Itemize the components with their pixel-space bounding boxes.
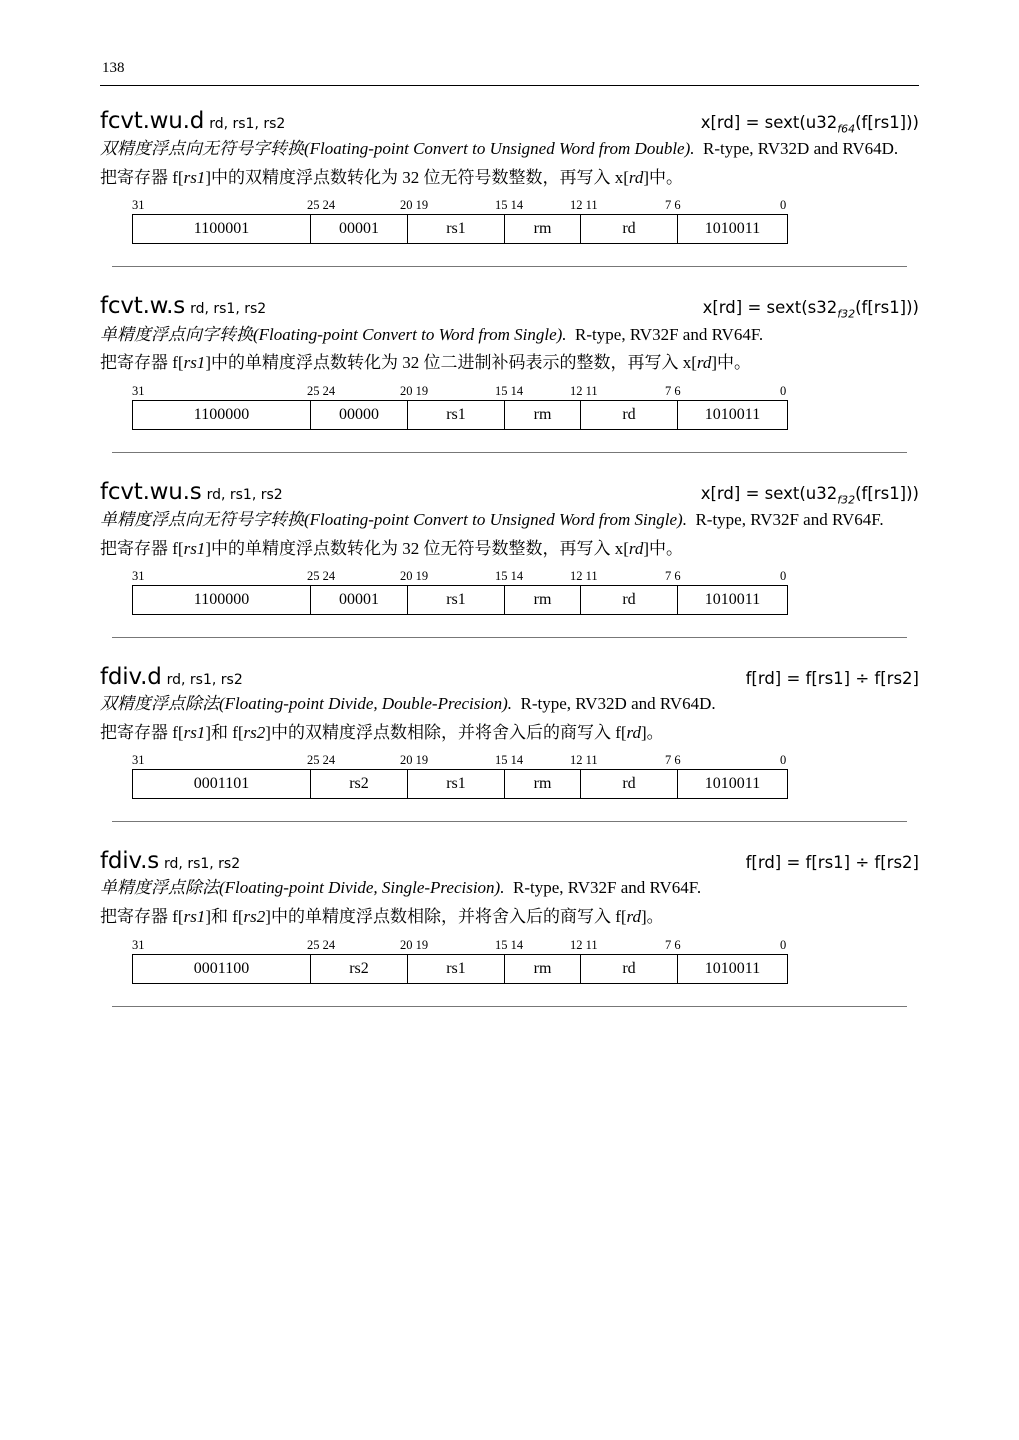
bit-index-label: 20 19: [400, 383, 429, 398]
bit-index-label: 25 24: [307, 937, 336, 952]
instruction-entry: [100, 848, 919, 983]
instruction-entry-list: [100, 108, 919, 1007]
entry-divider: [112, 452, 907, 453]
encoding-field-rm: rm: [505, 955, 581, 983]
instruction-entry: [100, 293, 919, 429]
encoding-table: [132, 938, 788, 984]
entry-divider: [112, 266, 907, 267]
instruction-entry: [100, 479, 919, 615]
instruction-name-group: [100, 664, 243, 690]
description-chinese: 单精度浮点向无符号字转换: [100, 510, 304, 530]
bit-index-label: 7 6: [665, 569, 681, 584]
semantics-prefix: f[rd] = f[rs1] ÷ f[rs2]: [745, 669, 919, 689]
instruction-description: [100, 323, 919, 348]
operation-text: 把寄存器 f[: [100, 907, 184, 927]
instruction-semantics: [701, 484, 919, 506]
bit-index-label: 0: [780, 198, 787, 213]
operation-text: ]中。: [643, 538, 684, 558]
instruction-semantics: [746, 669, 919, 688]
instruction-title-row: [100, 848, 919, 874]
bit-index-label: 7 6: [665, 198, 681, 213]
bit-index-row: [132, 384, 788, 400]
instruction-semantics: [703, 298, 919, 320]
description-english: (Floating-point Divide, Single-Precision).: [219, 878, 505, 898]
encoding-field-rs1: rs1: [408, 955, 505, 983]
bit-index-label: 7 6: [665, 383, 681, 398]
operand-ref: rd: [626, 907, 642, 927]
instruction-operands: rd, rs1, rs2: [166, 672, 243, 689]
instruction-name-group: [100, 293, 266, 319]
instruction-description: [100, 692, 919, 717]
encoding-field-row: [132, 769, 788, 799]
encoding-field-funct7: 1100000: [133, 586, 311, 614]
instruction-operands: rd, rs1, rs2: [190, 301, 267, 318]
instruction-mnemonic: fdiv.d: [100, 664, 162, 691]
instruction-description: [100, 876, 919, 901]
operation-text: ]和 f[: [205, 907, 244, 927]
instruction-semantics: [746, 853, 919, 872]
operation-text: ]中。: [711, 353, 752, 373]
instruction-entry: [100, 108, 919, 244]
instruction-operation-chinese: [100, 536, 919, 562]
encoding-field-row: [132, 585, 788, 615]
entry-divider: [112, 821, 907, 822]
bit-index-row: [132, 569, 788, 585]
description-english: (Floating-point Convert to Unsigned Word from Double).: [304, 139, 695, 159]
encoding-field-rd: rd: [581, 215, 678, 243]
description-chinese: 单精度浮点除法: [100, 878, 219, 898]
encoding-field-rs2: 00001: [311, 586, 408, 614]
bit-index-label: 0: [780, 937, 787, 952]
encoding-field-rs1: rs1: [408, 215, 505, 243]
encoding-field-rs2: rs2: [311, 955, 408, 983]
bit-index-label: 15 14: [495, 383, 524, 398]
bit-index-row: [132, 198, 788, 214]
bit-index-label: 0: [780, 383, 787, 398]
instruction-title-row: [100, 293, 919, 320]
instruction-title-row: [100, 108, 919, 135]
encoding-field-rs1: rs1: [408, 770, 505, 798]
bit-index-label: 15 14: [495, 198, 524, 213]
encoding-field-rs2: 00000: [311, 401, 408, 429]
encoding-field-rd: rd: [581, 401, 678, 429]
bit-index-label: 7 6: [665, 753, 681, 768]
bit-index-label: 20 19: [400, 198, 429, 213]
encoding-field-rm: rm: [505, 215, 581, 243]
encoding-table: [132, 569, 788, 615]
description-chinese: 单精度浮点向字转换: [100, 324, 253, 344]
encoding-table: [132, 384, 788, 430]
instruction-description: [100, 508, 919, 533]
instruction-mnemonic: fcvt.wu.s: [100, 478, 202, 505]
operation-text: 把寄存器 f[: [100, 353, 184, 373]
bit-index-label: 7 6: [665, 937, 681, 952]
encoding-field-row: [132, 954, 788, 984]
encoding-field-row: [132, 214, 788, 244]
instruction-operands: rd, rs1, rs2: [206, 486, 283, 503]
instruction-operands: rd, rs1, rs2: [164, 856, 241, 873]
operand-ref: rs1: [183, 167, 206, 187]
operation-text: ]和 f[: [205, 722, 244, 742]
bit-index-row: [132, 938, 788, 954]
bit-index-label: 0: [780, 569, 787, 584]
encoding-field-rs1: rs1: [408, 401, 505, 429]
description-chinese: 双精度浮点除法: [100, 694, 219, 714]
bit-index-label: 0: [780, 753, 787, 768]
operation-text: ]。: [641, 907, 664, 927]
encoding-field-funct7: 1100001: [133, 215, 311, 243]
encoding-field-funct7: 1100000: [133, 401, 311, 429]
operand-ref: rs1: [183, 907, 206, 927]
instruction-name-group: [100, 848, 240, 874]
encoding-field-opcode: 1010011: [704, 591, 761, 609]
operand-ref: rs2: [243, 907, 266, 927]
encoding-table: [132, 198, 788, 244]
instruction-name-group: [100, 479, 283, 505]
description-english: (Floating-point Divide, Double-Precision).: [219, 694, 513, 714]
bit-index-row: [132, 753, 788, 769]
description-english: (Floating-point Convert to Word from Single).: [253, 324, 567, 344]
encoding-field-rm: rm: [505, 401, 581, 429]
instruction-title-row: [100, 479, 919, 506]
bit-index-label: 12 11: [570, 937, 598, 952]
bit-index-label: 31: [132, 198, 145, 213]
encoding-field-row: [132, 400, 788, 430]
instruction-mnemonic: fdiv.s: [100, 848, 160, 875]
semantics-prefix: x[rd] = sext(u32: [700, 483, 838, 503]
bit-index-label: 12 11: [570, 198, 598, 213]
operand-ref: rd: [626, 722, 642, 742]
bit-index-label: 12 11: [570, 383, 598, 398]
operation-text: 把寄存器 f[: [100, 538, 184, 558]
encoding-field-opcode: 1010011: [704, 775, 761, 793]
bit-index-label: 12 11: [570, 753, 598, 768]
operand-ref: rs2: [243, 722, 266, 742]
semantics-subscript: f32: [837, 493, 856, 507]
semantics-prefix: f[rd] = f[rs1] ÷ f[rs2]: [745, 853, 919, 873]
operand-ref: rs1: [183, 722, 206, 742]
operand-ref: rd: [628, 167, 644, 187]
instruction-operation-chinese: [100, 350, 919, 376]
entry-divider: [112, 1006, 907, 1007]
semantics-suffix: (f[rs1])): [855, 483, 919, 503]
bit-index-label: 20 19: [400, 569, 429, 584]
bit-index-label: 20 19: [400, 937, 429, 952]
instruction-operands: rd, rs1, rs2: [209, 116, 286, 132]
operation-text: ]中的双精度浮点数转化为 32 位无符号数整数，再写入 x[: [205, 167, 629, 187]
operand-ref: rd: [696, 353, 712, 373]
encoding-field-rm: rm: [505, 770, 581, 798]
description-isa-note: R-type, RV32F and RV64F.: [695, 510, 884, 530]
instruction-mnemonic: fcvt.w.s: [100, 293, 186, 320]
bit-index-label: 31: [132, 937, 145, 952]
bit-index-label: 25 24: [307, 383, 336, 398]
semantics-prefix: x[rd] = sext(u32: [700, 113, 838, 132]
semantics-subscript: f32: [837, 307, 856, 321]
instruction-operation-chinese: [100, 165, 919, 191]
operation-text: ]中的单精度浮点数转化为 32 位二进制补码表示的整数，再写入 x[: [205, 353, 697, 373]
header-divider: [100, 85, 919, 86]
bit-index-label: 31: [132, 569, 145, 584]
semantics-suffix: (f[rs1])): [855, 113, 919, 132]
encoding-field-rd: rd: [581, 955, 678, 983]
operation-text: ]中的双精度浮点数相除，并将舍入后的商写入 f[: [265, 722, 627, 742]
description-chinese: 双精度浮点向无符号字转换: [100, 139, 304, 159]
encoding-field-funct7: 0001100: [133, 955, 311, 983]
encoding-field-rs2: rs2: [311, 770, 408, 798]
encoding-field-rm: rm: [505, 586, 581, 614]
operation-text: ]。: [641, 722, 664, 742]
description-isa-note: R-type, RV32F and RV64F.: [512, 878, 702, 898]
instruction-name-group: [100, 108, 285, 134]
operation-text: 把寄存器 f[: [100, 722, 184, 742]
description-isa-note: R-type, RV32F and RV64F.: [575, 324, 764, 344]
semantics-subscript: f64: [837, 122, 856, 136]
encoding-field-opcode: 1010011: [704, 220, 761, 238]
description-isa-note: R-type, RV32D and RV64D.: [703, 139, 899, 159]
bit-index-label: 31: [132, 753, 145, 768]
bit-index-label: 15 14: [495, 937, 524, 952]
description-english: (Floating-point Convert to Unsigned Word from Single).: [304, 510, 687, 530]
operand-ref: rs1: [183, 538, 206, 558]
encoding-field-rs1: rs1: [408, 586, 505, 614]
bit-index-label: 25 24: [307, 569, 336, 584]
encoding-field-funct7: 0001101: [133, 770, 311, 798]
description-isa-note: R-type, RV32D and RV64D.: [520, 694, 716, 714]
entry-divider: [112, 637, 907, 638]
instruction-mnemonic: fcvt.wu.d: [100, 108, 205, 134]
page-number: 138: [102, 60, 125, 76]
instruction-operation-chinese: [100, 720, 919, 746]
bit-index-label: 20 19: [400, 753, 429, 768]
encoding-field-opcode: 1010011: [704, 405, 761, 423]
instruction-operation-chinese: [100, 904, 919, 930]
operation-text: ]中。: [643, 167, 684, 187]
operand-ref: rs1: [183, 353, 206, 373]
encoding-field-opcode: 1010011: [704, 959, 761, 977]
instruction-description: [100, 137, 919, 162]
instruction-semantics: [701, 113, 919, 135]
bit-index-label: 15 14: [495, 569, 524, 584]
bit-index-label: 25 24: [307, 198, 336, 213]
encoding-field-rd: rd: [581, 586, 678, 614]
operation-text: ]中的单精度浮点数转化为 32 位无符号数整数，再写入 x[: [205, 538, 629, 558]
instruction-title-row: [100, 664, 919, 690]
semantics-suffix: (f[rs1])): [855, 298, 919, 318]
bit-index-label: 25 24: [307, 753, 336, 768]
bit-index-label: 31: [132, 383, 145, 398]
bit-index-label: 15 14: [495, 753, 524, 768]
bit-index-label: 12 11: [570, 569, 598, 584]
operation-text: ]中的单精度浮点数相除，并将舍入后的商写入 f[: [265, 907, 627, 927]
semantics-prefix: x[rd] = sext(s32: [702, 298, 838, 318]
encoding-field-rs2: 00001: [311, 215, 408, 243]
encoding-field-rd: rd: [581, 770, 678, 798]
operation-text: 把寄存器 f[: [100, 167, 184, 187]
encoding-table: [132, 753, 788, 799]
operand-ref: rd: [628, 538, 644, 558]
instruction-entry: [100, 664, 919, 799]
